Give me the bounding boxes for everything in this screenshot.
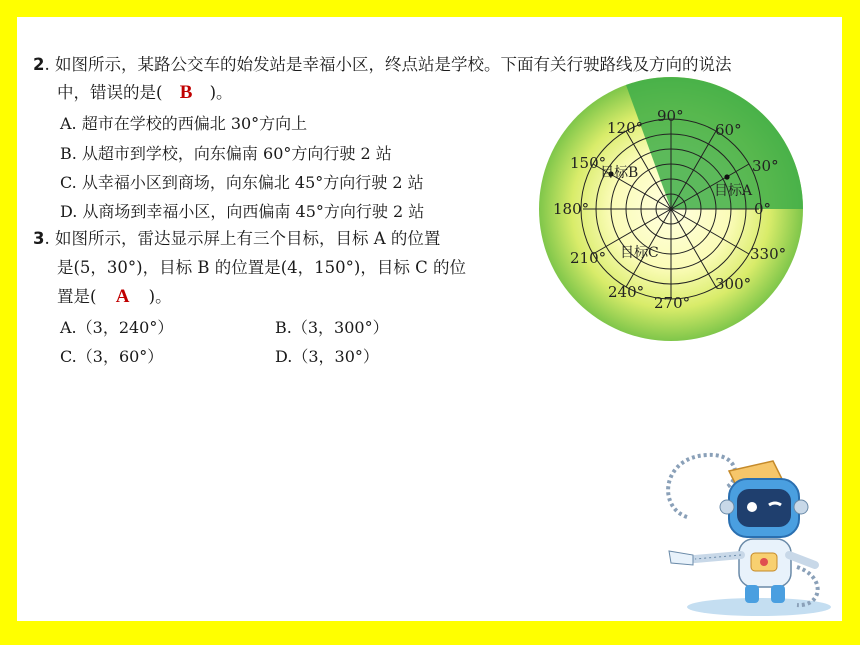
angle-label-210: 210° bbox=[570, 249, 607, 267]
question-2-option-a: A. 超市在学校的西偏北 30°方向上 bbox=[60, 114, 308, 133]
angle-label-300: 300° bbox=[715, 275, 752, 293]
robot-mascot bbox=[647, 447, 837, 617]
angle-label-90: 90° bbox=[657, 107, 684, 125]
question-2-line-1: 2. 如图所示，某路公交车的始发站是幸福小区，终点站是学校。下面有关行驶路线及方向的说法 bbox=[33, 55, 732, 74]
question-3-option-d: D.（3，30°） bbox=[275, 347, 379, 366]
angle-label-0: 0° bbox=[754, 200, 772, 218]
angle-label-150: 150° bbox=[570, 154, 607, 172]
angle-label-120: 120° bbox=[607, 119, 644, 137]
question-2-option-b: B. 从超市到学校，向东偏南 60°方向行驶 2 站 bbox=[60, 144, 392, 163]
question-3-line-1: 3. 如图所示，雷达显示屏上有三个目标，目标 A 的位置 bbox=[33, 229, 441, 248]
angle-label-240: 240° bbox=[608, 283, 645, 301]
question-3-line-3: 置是( A )。 bbox=[57, 286, 172, 307]
target-b-label: 目标B bbox=[600, 165, 639, 181]
question-2-option-d: D. 从商场到幸福小区，向西偏南 45°方向行驶 2 站 bbox=[60, 202, 425, 221]
angle-label-180: 180° bbox=[553, 200, 590, 218]
angle-label-330: 330° bbox=[750, 245, 787, 263]
angle-label-30: 30° bbox=[752, 157, 779, 175]
question-2-line-2: 中，错误的是( B )。 bbox=[57, 82, 233, 103]
target-a-label: 目标A bbox=[714, 183, 753, 199]
question-2-option-c: C. 从幸福小区到商场，向东偏北 45°方向行驶 2 站 bbox=[60, 173, 424, 192]
target-c-label: 目标C bbox=[620, 245, 659, 261]
angle-label-60: 60° bbox=[715, 121, 742, 139]
question-3-option-b: B.（3，300°） bbox=[275, 318, 389, 337]
question-3-line-2: 是(5，30°)，目标 B 的位置是(4，150°)，目标 C 的位 bbox=[57, 258, 466, 277]
question-3-answer: A bbox=[115, 286, 130, 307]
question-3-number: 3 bbox=[33, 229, 45, 248]
question-3-option-c: C.（3，60°） bbox=[60, 347, 164, 366]
target-a-point bbox=[724, 174, 729, 179]
question-2-number: 2 bbox=[33, 55, 45, 74]
question-3-option-a: A.（3，240°） bbox=[60, 318, 174, 337]
worksheet-page bbox=[17, 17, 842, 621]
angle-label-270: 270° bbox=[654, 294, 691, 312]
question-2-answer: B bbox=[179, 82, 193, 103]
